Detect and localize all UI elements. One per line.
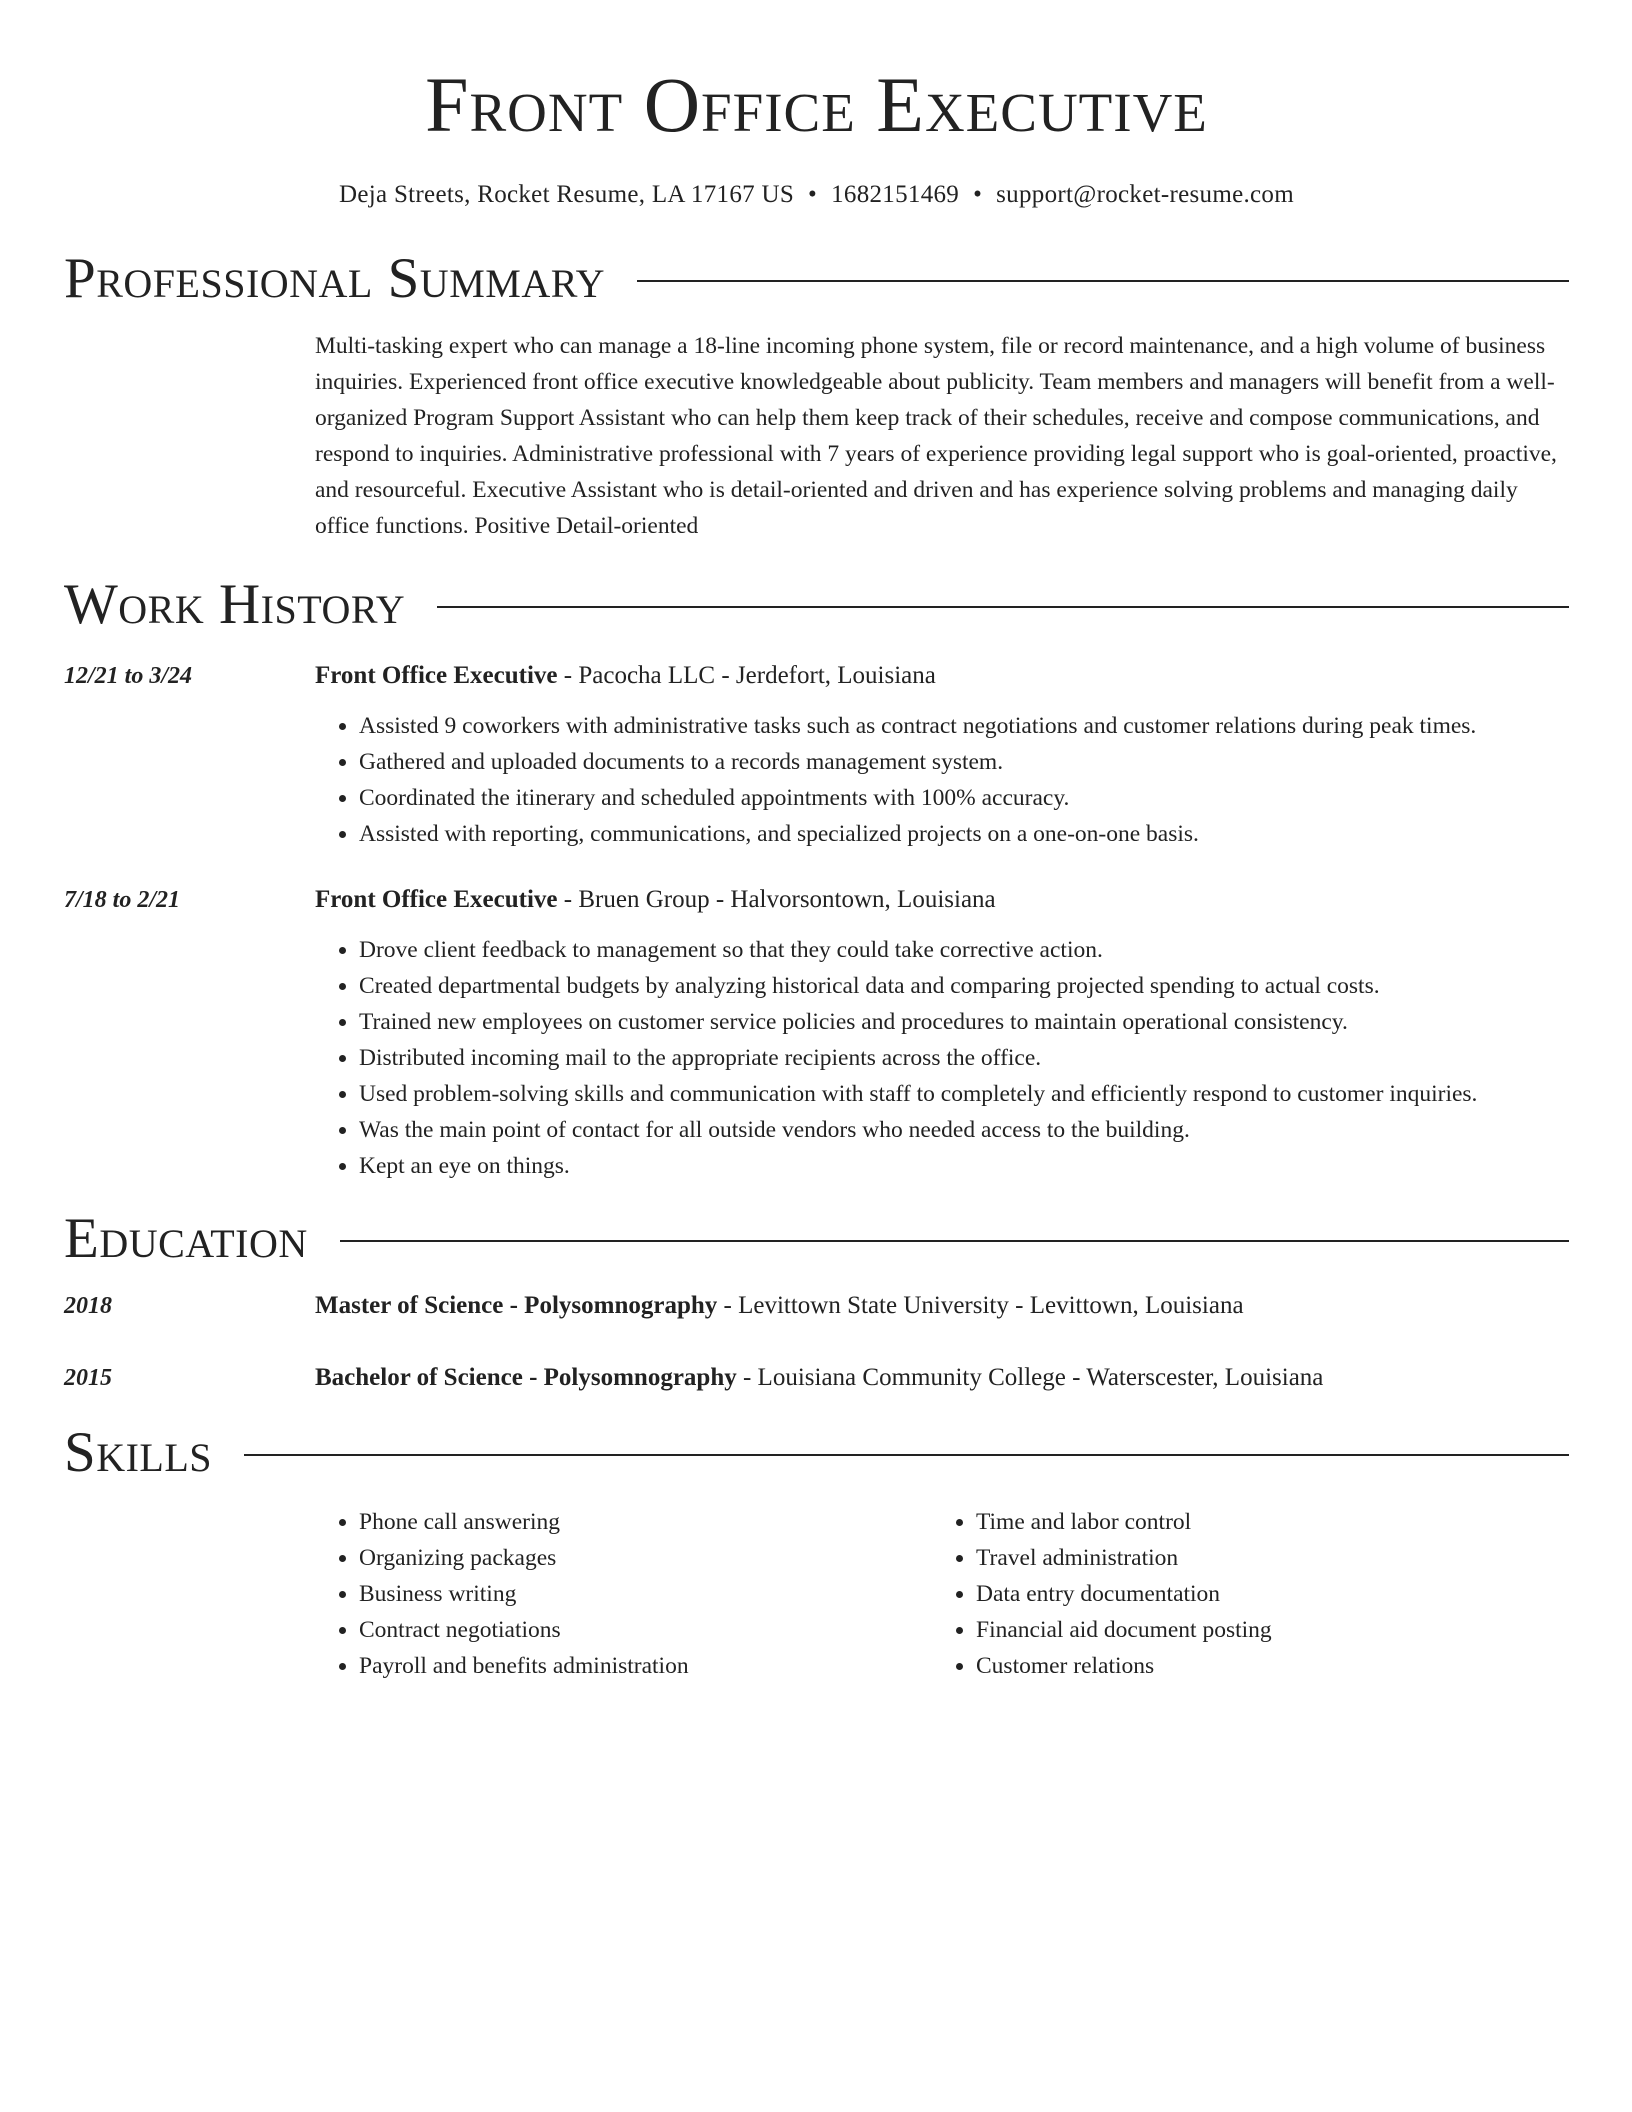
job-bullet: • Kept an eye on things. <box>359 1148 1569 1184</box>
job-details: - Bruen Group - Halvorsontown, Louisiana <box>557 886 996 913</box>
summary-text: Multi-tasking expert who can manage a 18-line incoming phone system, file or record maintenance, and a high volume of business inquiries. Experienced front office executive knowledgeable about publicity. Team members and managers will benefit from a well-organized Program Support Assistant who can help them keep track of their schedules, receive and compose communications, and respond to inquiries. Administrative professional with 7 years of experience providing legal support who is goal-oriented, proactive, and resourceful. Executive Assistant who is detail-oriented and driven and has experience solving problems and managing daily office functions. Positive Detail-oriented <box>315 333 1557 539</box>
contact-separator: • <box>973 181 983 208</box>
job-bullet: • Coordinated the itinerary and scheduled appointments with 100% accuracy. <box>359 780 1569 816</box>
education-year: 2018 <box>64 1293 112 1319</box>
job-bullet: • Drove client feedback to management so that they could take corrective action. <box>359 932 1569 968</box>
skill-item: • Business writing <box>359 1576 932 1612</box>
section-education-header <box>64 1206 1569 1272</box>
skill-item: • Customer relations <box>976 1648 1476 1684</box>
job-details: - Pacocha LLC - Jerdefort, Louisiana <box>557 662 936 689</box>
job-title-line <box>315 882 1569 918</box>
section-heading: Education <box>64 1207 308 1270</box>
job-bullets <box>315 932 1569 1184</box>
education-degree: Master of Science - Polysomnography <box>315 1292 718 1319</box>
section-summary-header <box>64 246 1569 312</box>
section-heading: Skills <box>64 1421 213 1484</box>
resume-page <box>64 0 1569 1684</box>
job-bullet: • Distributed incoming mail to the appropriate recipients across the office. <box>359 1040 1569 1076</box>
skill-item: • Travel administration <box>976 1540 1476 1576</box>
job-bullet: • Assisted with reporting, communications, and specialized projects on a one-on-one basis. <box>359 816 1569 852</box>
education-entry <box>64 1288 1569 1324</box>
candidate-name: Front Office Executive <box>425 61 1208 148</box>
education-row <box>64 1288 1569 1324</box>
job-entry <box>64 882 1569 1184</box>
job-title-line <box>315 658 1569 694</box>
job-row <box>64 882 1569 918</box>
job-bullets <box>315 708 1569 852</box>
skill-item: • Financial aid document posting <box>976 1612 1476 1648</box>
job-title: Front Office Executive <box>315 662 558 689</box>
contact-separator: • <box>808 181 818 208</box>
contact-line <box>64 178 1569 212</box>
education-details: - Levittown State University - Levittown, Louisiana <box>717 1292 1244 1319</box>
education-entry <box>64 1360 1569 1396</box>
job-bullet: • Was the main point of contact for all outside vendors who needed access to the building. <box>359 1112 1569 1148</box>
skill-item: • Data entry documentation <box>976 1576 1476 1612</box>
education-row <box>64 1360 1569 1396</box>
education-line <box>315 1288 1569 1324</box>
contact-address: Deja Streets, Rocket Resume, LA 17167 US <box>339 181 795 208</box>
job-bullet: • Gathered and uploaded documents to a records management system. <box>359 744 1569 780</box>
skills-column <box>932 1504 1476 1684</box>
skill-item: • Contract negotiations <box>359 1612 932 1648</box>
skill-item: • Payroll and benefits administration <box>359 1648 932 1684</box>
skill-item: • Time and labor control <box>976 1504 1476 1540</box>
skills-column <box>315 1504 932 1684</box>
job-row <box>64 658 1569 694</box>
section-work-header <box>64 572 1569 638</box>
section-divider <box>637 280 1569 282</box>
skills-grid <box>315 1504 1569 1684</box>
section-divider <box>437 606 1569 608</box>
job-entry <box>64 658 1569 852</box>
education-line <box>315 1360 1569 1396</box>
section-divider <box>340 1240 1569 1242</box>
job-bullet: • Trained new employees on customer service policies and procedures to maintain operational consistency. <box>359 1004 1569 1040</box>
job-title: Front Office Executive <box>315 886 558 913</box>
job-bullet: • Assisted 9 coworkers with administrative tasks such as contract negotiations and customer relations during peak times. <box>359 708 1569 744</box>
section-divider <box>244 1454 1569 1456</box>
contact-phone: 1682151469 <box>831 181 960 208</box>
job-bullet: • Created departmental budgets by analyzing historical data and comparing projected spending to actual costs. <box>359 968 1569 1004</box>
section-heading: Work History <box>64 573 406 636</box>
job-dates: 7/18 to 2/21 <box>64 887 181 913</box>
skill-item: • Organizing packages <box>359 1540 932 1576</box>
education-details: - Louisiana Community College - Waterscester, Louisiana <box>736 1364 1324 1391</box>
skill-item: • Phone call answering <box>359 1504 932 1540</box>
section-heading: Professional Summary <box>64 247 606 310</box>
education-year: 2015 <box>64 1365 112 1391</box>
job-bullet: • Used problem-solving skills and communication with staff to completely and efficiently respond to customer inquiries. <box>359 1076 1569 1112</box>
contact-email: support@rocket-resume.com <box>996 181 1294 208</box>
section-skills-header <box>64 1420 1569 1486</box>
job-dates: 12/21 to 3/24 <box>64 663 193 689</box>
education-degree: Bachelor of Science - Polysomnography <box>315 1364 737 1391</box>
